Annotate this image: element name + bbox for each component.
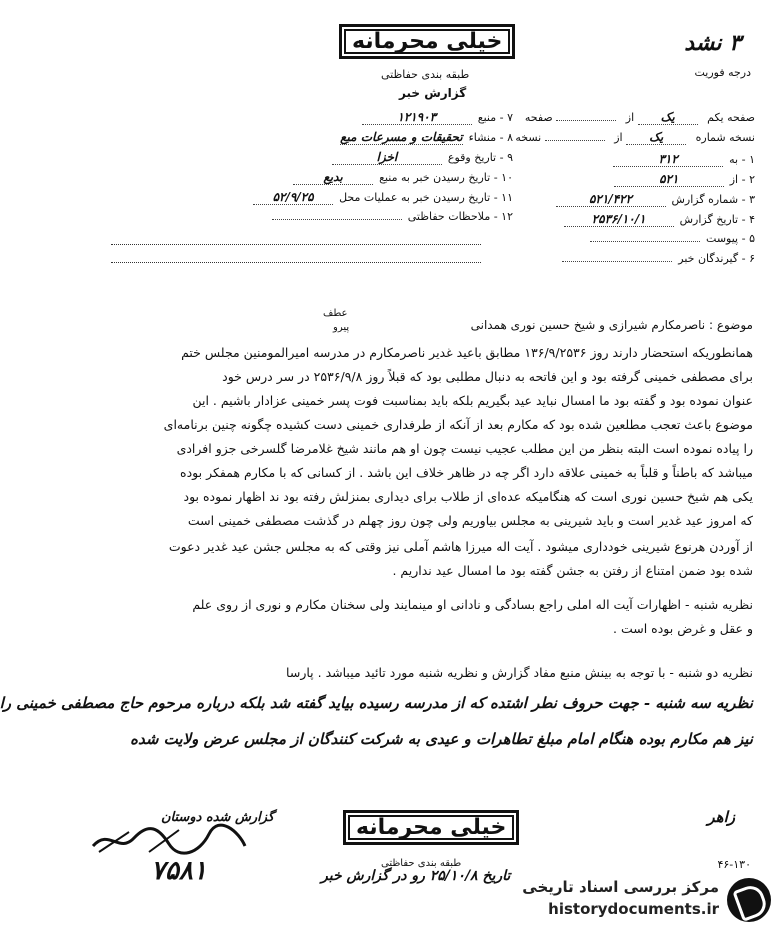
top-stamp-text: خیلی محرمانه [352, 29, 503, 54]
subject-text: ناصرمکارم شیرازی و شیخ حسین نوری همدانی [470, 318, 706, 332]
field-copy: نسخه شماره یک از نسخه [515, 130, 755, 144]
field-report-number: ۳ - شماره گزارش۵۲۱/۴۲۲ [556, 192, 756, 207]
field-from: ۲ - از۵۲۱ [614, 172, 755, 187]
watermark-url: historydocuments.ir [548, 900, 719, 918]
field-date-to-ops: ۱۱ - تاریخ رسیدن خبر به عملیات محل۵۲/۹/۲۵ [253, 190, 513, 205]
bottom-date-line: تاریخ ۲۵/۱۰/۸ رو در گزارش خبر [321, 868, 511, 884]
field-attachment: ۵ - پیوست [590, 232, 755, 245]
urgency-value: ۳ نشد [684, 30, 741, 56]
watermark [501, 876, 771, 924]
watermark-title: مرکز بررسی اسناد تاریخی [522, 878, 719, 896]
bottom-stamp-text: خیلی محرمانه [356, 815, 507, 840]
field-origin: ۸ - منشاءتحقیقات و مسرعات مبع [340, 130, 513, 144]
body-line: را پیاده نموده است البته بنظر من این مطلب عجیب نیست چون او هم مانند شیخ غلامرضا گلسرخی جزو افرادی [176, 441, 753, 456]
body-line: از آوردن هرنوع شیرینی خودداری میشود . آیت اله میرزا هاشم آملی نیز وقتی که به مجلس جشن عید غدیر دعوت [168, 539, 753, 554]
bottom-note-left: گزارش شده دوستان [161, 810, 275, 825]
body-line: برای مصطفی خمینی گرفته بود و این فاتحه به دنبال مطلبی بود که قبلاً روز ۲۵۳۶/۹/۸ در سر درس خود [222, 369, 753, 384]
opinion-line: و عقل و غرض بوده است . [613, 621, 753, 636]
body-line: همانطوریکه استحضار دارند روز ۱۳۶/۹/۲۵۳۶ مطابق باعید غدیر ناصرمکارم در مدرسه امیرالمومنین مجلس ختم [181, 345, 753, 360]
top-classification-label: طبقه بندی حفاظتی [381, 68, 470, 81]
bottom-classification-stamp [343, 810, 519, 845]
urgency-label: درجه فوریت [694, 66, 751, 79]
archive-code: ۴۶-۱۳۰ [717, 858, 751, 871]
field-occurrence-date: ۹ - تاریخ وقوعاخزا [332, 150, 513, 165]
handwritten-line: نظریه سه شنبه - جهت حروف نطر اشتده که از مدرسه رسیده بیاید گفته شد بلکه درباره مرحوم حاج مصطفی خمینی را [0, 694, 753, 712]
opinion-line: نظریه شنبه - اظهارات آیت اله املی راجع بسادگی و نادانی او مینمایند ولی سخنان مکارم و نوری از روی علم [192, 597, 753, 612]
subject-line: موضوع : ناصرمکارم شیرازی و شیخ حسین نوری همدانی [470, 318, 753, 332]
body-line: شده بود ضمن امتناع از رفتن به جشن گفته بود ما امسال عید نداریم . [392, 563, 753, 578]
top-classification-stamp [339, 24, 515, 59]
field-source: ۷ - منبع۱۲۱۹۰۳ [362, 110, 513, 125]
margin-atf: عطف [323, 308, 348, 319]
left-blank-line-1 [111, 244, 481, 245]
left-blank-line-2 [111, 262, 481, 263]
body-line: میباشد که باطناً و قلباً به خمینی علاقه دارد اگر چه در ظاهر خلاف این باشد . از کسانی که با مکارم همفکر بوده [180, 465, 753, 480]
handwritten-line: نیز هم مکارم بوده هنگام امام مبلغ تطاهرات و عیدی به شرکت کنندگان از مجلس عرض ولایت شده [130, 730, 753, 748]
field-to: ۱ - به۳۱۲ [613, 152, 755, 167]
margin-payro: پیرو [333, 322, 350, 333]
field-recipients: ۶ - گیرندگان خبر [562, 252, 755, 265]
bottom-classification-label: طبقه بندی حفاظتی [381, 858, 462, 869]
report-title: گزارش خبر [399, 86, 467, 100]
field-page: صفحه یکم یک از صفحه [524, 110, 755, 124]
field-security-notes: ۱۲ - ملاحظات حفاظتی [272, 210, 513, 223]
field-report-date: ۴ - تاریخ گزارش۲۵۳۶/۱۰/۱ [564, 212, 755, 227]
bottom-number: ۷۵۸۱ [151, 856, 207, 886]
body-line: موضوع باعث تعجب مطلعین شده بود که مکارم بعد از آنکه از طرفداری خمینی دست کشیده چگونه چنین برنامه‌ای [163, 417, 753, 432]
archive-logo-icon [727, 878, 771, 922]
signature-right: زاهر [707, 808, 735, 826]
body-line: عنوان نموده بود و گفته بود ما امسال نباید عید بگیریم بلکه باید بمناسبت فوت پسر خمینی عزادار باشیم . این [192, 393, 753, 408]
body-line: که امروز عید غدیر است و باید شیرینی به مجلس بیاوریم ولی چون روز چهلم در گذشت مصطفی خمینی است [187, 513, 753, 528]
opinion-monday: نظریه دو شنبه - با توجه به بینش منبع مفاد گزارش و نظریه شنبه مورد تائید میباشد . پارسا [286, 665, 753, 680]
body-line: یکی هم شیخ حسین نوری است که هنگامیکه عده‌ای از طلاب برای دیداری بمنزلش رفته بود ند اظهار نموده بود [183, 489, 753, 504]
field-date-to-source: ۱۰ - تاریخ رسیدن خبر به منبعبدیع [293, 170, 513, 185]
subject-label: موضوع [716, 318, 753, 332]
